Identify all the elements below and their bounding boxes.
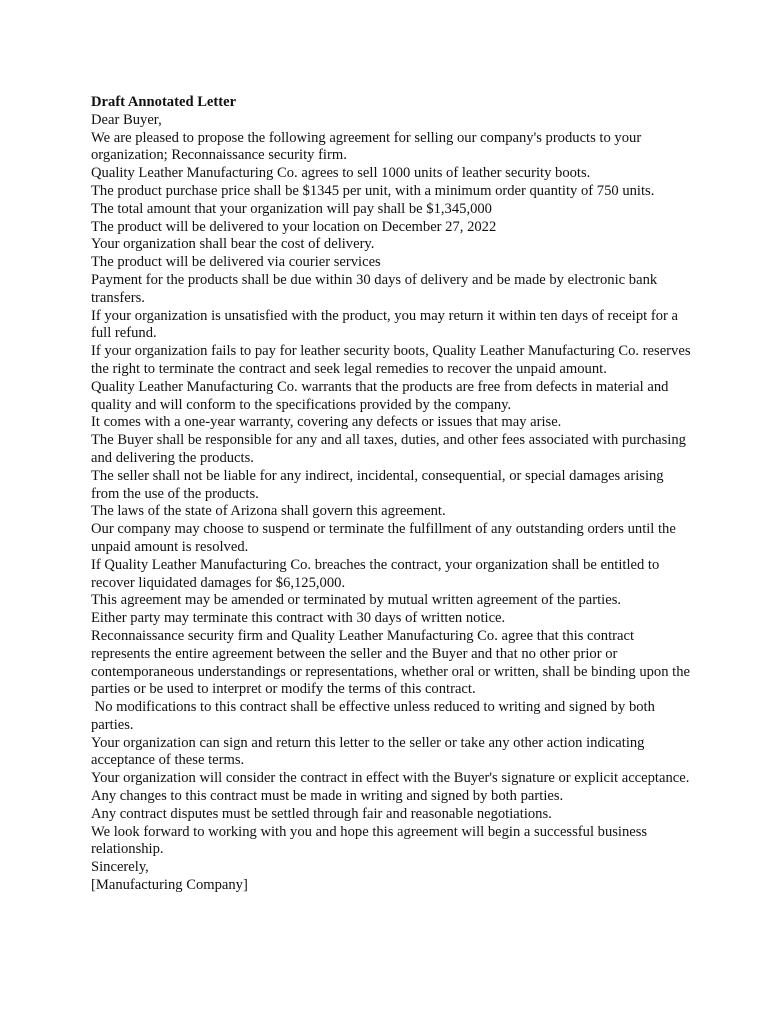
paragraph-delivery-method: The product will be delivered via courier services xyxy=(91,254,381,271)
paragraph-refund: If your organization is unsatisfied with the product, you may return it within ten days of receipt for a full refund. xyxy=(91,307,678,342)
paragraph-disputes: Any contract disputes must be settled through fair and reasonable negotiations. xyxy=(91,805,552,822)
document-title: Draft Annotated Letter xyxy=(91,94,237,110)
paragraph-termination: Either party may terminate this contract with 30 days of written notice. xyxy=(91,610,506,627)
valediction: Sincerely, xyxy=(91,859,149,876)
paragraph-intro: We are pleased to propose the following agreement for selling our company's products to your organization; Reconnaissance security firm. xyxy=(91,129,642,164)
paragraph-acceptance: Your organization can sign and return this letter to the seller or take any other action indicating acceptance of these terms. xyxy=(91,734,645,769)
paragraph-effect: Your organization will consider the contract in effect with the Buyer's signature or explicit acceptance. xyxy=(91,770,690,787)
paragraph-modifications: No modifications to this contract shall be effective unless reduced to writing and signed by both parties. xyxy=(91,699,659,733)
paragraph-total: The total amount that your organization will pay shall be $1,345,000 xyxy=(91,200,492,217)
paragraph-closing: We look forward to working with you and hope this agreement will begin a successful business relationship. xyxy=(91,823,648,858)
paragraph-nonpayment: If your organization fails to pay for leather security boots, Quality Leather Manufacturing Co. reserves the right to terminate the contract and seek legal remedies to recover the unpaid amount. xyxy=(91,343,691,377)
paragraph-taxes: The Buyer shall be responsible for any and all taxes, duties, and other fees associated with purchasing and delivering the products. xyxy=(91,432,686,466)
paragraph-warranty-quality: Quality Leather Manufacturing Co. warrants that the products are free from defects in material and quality and will conform to the specifications provided by the company. xyxy=(91,378,669,413)
letter-page xyxy=(91,94,691,895)
paragraph-damages: If Quality Leather Manufacturing Co. breaches the contract, your organization shall be entitled to recover liquidated damages for $6,125,000. xyxy=(91,556,660,591)
paragraph-suspension: Our company may choose to suspend or terminate the fulfillment of any outstanding orders until the unpaid amount is resolved. xyxy=(91,521,676,555)
paragraph-entire-agreement: Reconnaissance security firm and Quality Leather Manufacturing Co. agree that this contract represents the entire agreement between the seller and the Buyer and that no other prior or contemporaneous understandings or representations, whether oral or written, shall be binding upon the parties or be used to interpret or modify the terms of this contract. xyxy=(91,627,690,698)
paragraph-units: Quality Leather Manufacturing Co. agrees to sell 1000 units of leather security boots. xyxy=(91,165,591,182)
signature-company: [Manufacturing Company] xyxy=(91,877,248,894)
paragraph-delivery-cost: Your organization shall bear the cost of delivery. xyxy=(91,236,375,253)
paragraph-warranty-term: It comes with a one-year warranty, covering any defects or issues that may arise. xyxy=(91,414,562,431)
paragraph-payment: Payment for the products shall be due within 30 days of delivery and be made by electronic bank transfers. xyxy=(91,271,658,306)
paragraph-changes: Any changes to this contract must be made in writing and signed by both parties. xyxy=(91,788,564,805)
paragraph-amendment: This agreement may be amended or terminated by mutual written agreement of the parties. xyxy=(91,592,622,609)
salutation: Dear Buyer, xyxy=(91,111,162,128)
paragraph-price: The product purchase price shall be $1345 per unit, with a minimum order quantity of 750 units. xyxy=(91,182,655,199)
paragraph-governing-law: The laws of the state of Arizona shall govern this agreement. xyxy=(91,503,446,520)
paragraph-delivery-date: The product will be delivered to your location on December 27, 2022 xyxy=(91,218,497,235)
paragraph-liability: The seller shall not be liable for any indirect, incidental, consequential, or special damages arising from the use of the products. xyxy=(91,467,664,502)
